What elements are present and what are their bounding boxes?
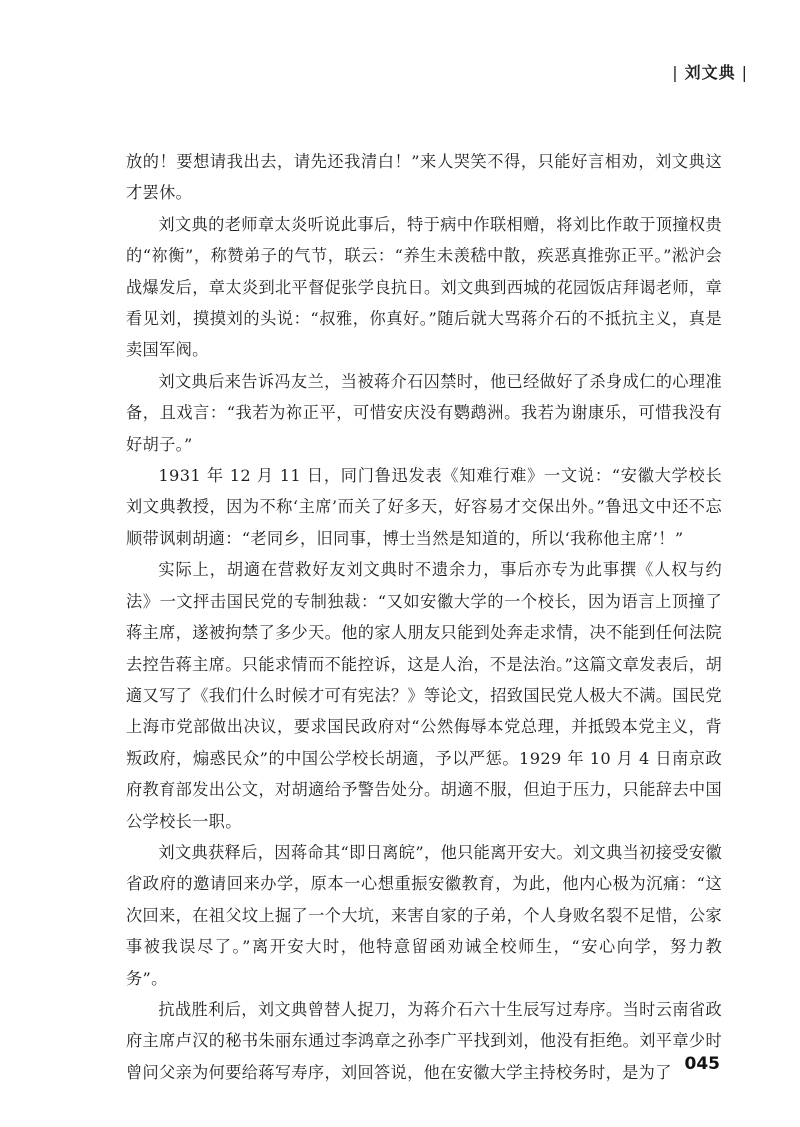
- paragraph: 刘文典后来告诉冯友兰，当被蒋介石囚禁时，他已经做好了杀身成仁的心理准备，且戏言：“我若为祢正平，可惜安庆没有鹦鹉洲。我若为谢康乐，可惜我没有好胡子。”: [126, 371, 722, 454]
- page-number: 045: [684, 1054, 720, 1074]
- header-bar-left: |: [672, 63, 679, 82]
- header-title: 刘文典: [684, 63, 736, 82]
- body-text: [126, 146, 722, 1088]
- paragraph: 1931 年 12 月 11 日，同门鲁迅发表《知难行难》一文说：“安徽大学校长刘文典教授，因为不称‘主席’而关了好多天，好容易才交保出外。”鲁迅文中还不忘顺带讽刺胡適：“老同乡，旧同事，博士当然是知道的，所以‘我称他主席’！”: [126, 466, 722, 548]
- paragraph: 实际上，胡適在营救好友刘文典时不遗余力，事后亦专为此事撰《人权与约法》一文抨击国民党的专制独裁：“又如安徽大学的一个校长，因为语言上顶撞了蒋主席，遂被拘禁了多少天。他的家人朋友只能到处奔走求情，决不能到任何法院去控告蒋主席。只能求情而不能控诉，这是人治，不是法治。”这篇文章发表后，胡適又写了《我们什么时候才可有宪法？》等论文，招致国民党人极大不满。国民党上海市党部做出决议，要求国民政府对“公然侮辱本党总理，并抵毁本党主义，背叛政府，煽惑民众”的中国公学校长胡適，予以严惩。1929 年 10 月 4 日南京政府教育部发出公文，对胡適给予警告处分。胡適不服，但迫于压力，只能辞去中国公学校长一职。: [126, 560, 722, 831]
- paragraph: 刘文典的老师章太炎听说此事后，特于病中作联相赠，将刘比作敢于顶撞权贵的“祢衡”，称赞弟子的气节，联云：“养生未羡嵇中散，疾恶真推弥正平。”淞沪会战爆发后，章太炎到北平督促张学良抗日。刘文典到西城的花园饭店拜谒老师，章看见刘，摸摸刘的头说：“叔雅，你真好。”随后就大骂蒋介石的不抵抗主义，真是卖国军阀。: [126, 214, 722, 360]
- paragraph: 刘文典获释后，因蒋命其“即日离皖”，他只能离开安大。刘文典当初接受安徽省政府的邀请回来办学，原本一心想重振安徽教育，为此，他内心极为沉痛：“这次回来，在祖父坟上掘了一个大坑，来害自家的子弟，个人身败名裂不足惜，公家事被我误尽了。”离开安大时，他特意留函劝诫全校师生，“安心向学，努力教务”。: [126, 842, 722, 988]
- paragraph-continued: 放的！要想请我出去，请先还我清白！”来人哭笑不得，只能好言相劝，刘文典这才罢休。: [126, 152, 722, 203]
- header-bar-right: |: [741, 63, 748, 82]
- running-header: [666, 60, 754, 83]
- paragraph: 抗战胜利后，刘文典曾替人捉刀，为蒋介石六十生辰写过寿序。当时云南省政府主席卢汉的秘书朱丽东通过李鸿章之孙李广平找到刘，他没有拒绝。刘平章少时曾问父亲为何要给蒋写寿序，刘回答说，他在安徽大学主持校务时，是为了: [126, 999, 722, 1082]
